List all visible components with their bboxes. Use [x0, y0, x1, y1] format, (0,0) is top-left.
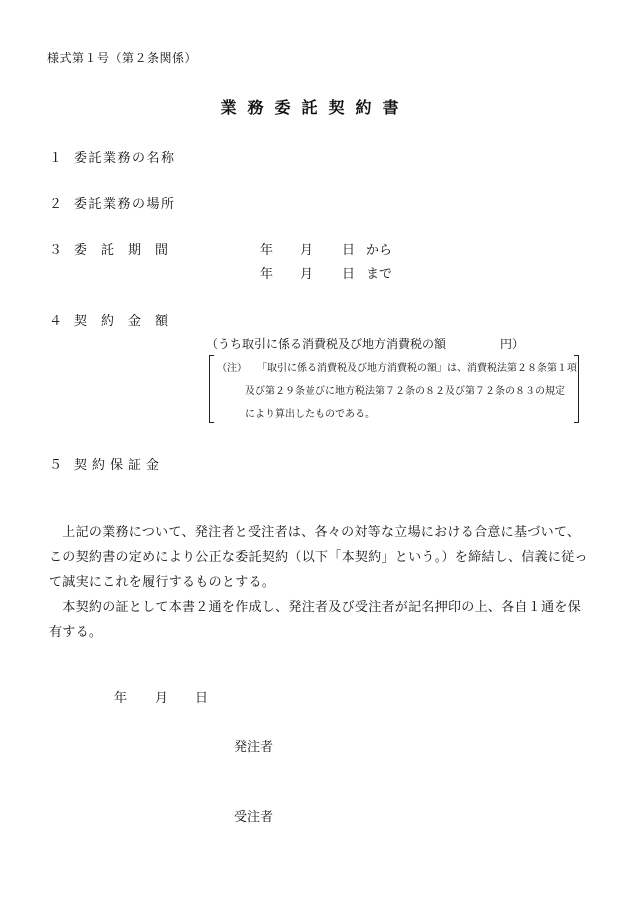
body-line-3: て誠実にこれを履行するものとする。 — [49, 575, 276, 590]
item-number-5: ５ — [49, 458, 63, 473]
period-start-month: 月 — [300, 243, 314, 258]
item-label-work-name: 委託業務の名称 — [74, 151, 176, 166]
body-line-4: 本契約の証として本書２通を作成し、発注者及び受注者が記名押印の上、各自１通を保 — [49, 600, 582, 615]
tax-amount-note — [206, 335, 524, 352]
item-number-1: １ — [49, 151, 63, 166]
period-end-year: 年 — [260, 267, 274, 282]
item-label-work-location: 委託業務の場所 — [74, 197, 176, 212]
document-title: 業務委託契約書 — [220, 98, 410, 117]
period-start-year: 年 — [260, 243, 274, 258]
note-bracket-left — [209, 355, 214, 423]
item-number-2: ２ — [49, 197, 63, 212]
item-label-contract-amount: 契約金額 — [74, 314, 183, 329]
form-number: 様式第１号（第２条関係） — [47, 51, 198, 65]
period-start-day: 日 — [342, 243, 356, 258]
date-month: 月 — [155, 691, 169, 706]
body-line-2: この契約書の定めにより公正な委託契約（以下「本契約」という。）を締結し、信義に従っ — [49, 550, 588, 565]
note-line-2: 及び第２９条並びに地方税法第７２条の８２及び第７２条の８３の規定 — [245, 386, 565, 397]
period-start-suffix: から — [366, 243, 393, 258]
contractor-label: 受注者 — [234, 810, 274, 825]
item-label-period: 委託期間 — [74, 243, 183, 258]
period-end-day: 日 — [342, 267, 356, 282]
item-number-3: ３ — [49, 243, 63, 258]
tax-note-box — [209, 355, 579, 422]
period-end-suffix: まで — [366, 267, 393, 282]
date-day: 日 — [195, 691, 209, 706]
orderer-label: 発注者 — [234, 740, 274, 755]
note-label: （注） — [217, 363, 247, 374]
note-line-1: 「取引に係る消費税及び地方消費税の額」は、消費税法第２８条第１項 — [257, 363, 577, 374]
note-line-3: により算出したものである。 — [245, 409, 375, 420]
item-number-4: ４ — [49, 314, 63, 329]
body-line-5: 有する。 — [49, 625, 103, 640]
item-label-contract-deposit: 契約保証金 — [74, 458, 165, 473]
body-line-1: 上記の業務について、発注者と受注者は、各々の対等な立場における合意に基づいて、 — [49, 525, 581, 540]
tax-amount-text: （うち取引に係る消費税及び地方消費税の額 — [206, 337, 447, 351]
period-end-month: 月 — [300, 267, 314, 282]
date-year: 年 — [114, 691, 128, 706]
tax-amount-unit: 円） — [500, 337, 525, 351]
